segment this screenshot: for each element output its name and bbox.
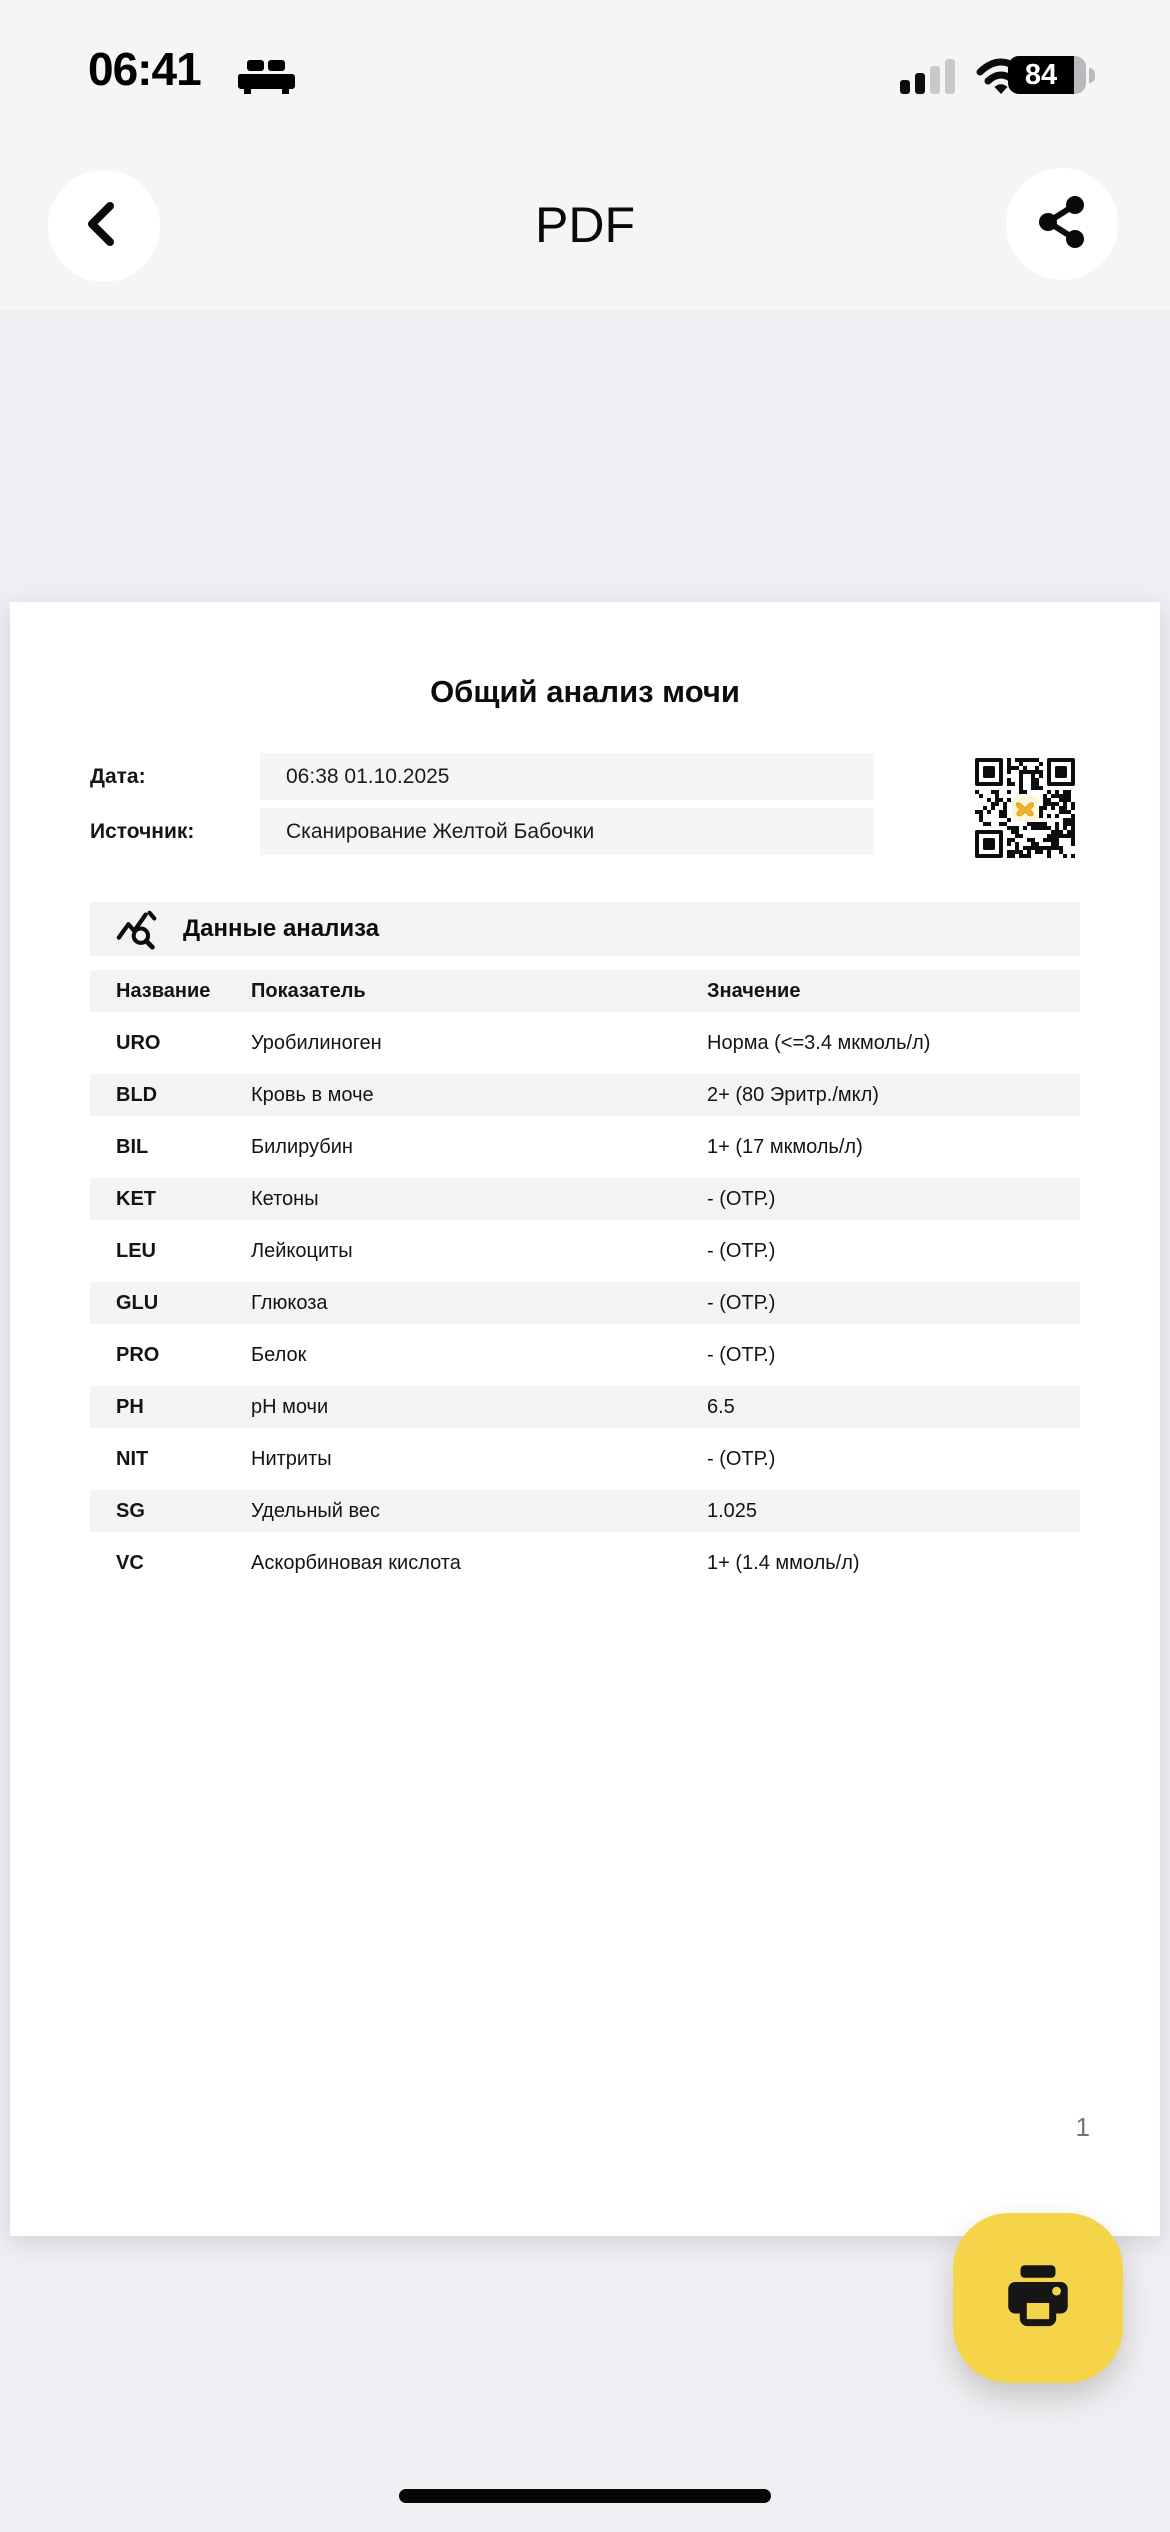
battery-cap: [1089, 68, 1095, 83]
back-button[interactable]: [48, 170, 160, 282]
table-row: [90, 1069, 1080, 1121]
param-value: - (ОТР.): [707, 1433, 1080, 1485]
col-header-indicator: Показатель: [251, 965, 707, 1017]
status-time: 06:41: [88, 43, 201, 95]
table-row: [90, 1381, 1080, 1433]
param-value: - (ОТР.): [707, 1277, 1080, 1329]
qr-code: [975, 758, 1075, 858]
param-name: Билирубин: [251, 1121, 707, 1173]
source-value: Сканирование Желтой Бабочки: [260, 808, 874, 855]
table-row: [90, 1017, 1080, 1069]
source-label: Источник:: [90, 820, 195, 843]
param-code: PRO: [90, 1329, 251, 1381]
home-indicator[interactable]: [399, 2489, 771, 2503]
table-row: [90, 1329, 1080, 1381]
battery-percent: 84: [1024, 59, 1058, 91]
document-title: Общий анализ мочи: [430, 674, 740, 709]
table-row: [90, 1485, 1080, 1537]
param-code: BIL: [90, 1121, 251, 1173]
param-value: - (ОТР.): [707, 1329, 1080, 1381]
battery-icon: [1008, 56, 1086, 94]
param-value: 1+ (1.4 ммоль/л): [707, 1537, 1080, 1589]
analysis-section-title: Данные анализа: [183, 915, 380, 942]
param-value: 1.025: [707, 1485, 1080, 1537]
cellular-signal-icon: [900, 58, 962, 99]
param-code: GLU: [90, 1277, 251, 1329]
top-chrome: [0, 0, 1170, 310]
col-header-name: Название: [90, 965, 251, 1017]
date-value: 06:38 01.10.2025: [260, 753, 874, 800]
param-value: 6.5: [707, 1381, 1080, 1433]
param-code: LEU: [90, 1225, 251, 1277]
param-name: Уробилиноген: [251, 1017, 707, 1069]
param-code: NIT: [90, 1433, 251, 1485]
print-button[interactable]: [953, 2213, 1123, 2383]
param-code: BLD: [90, 1069, 251, 1121]
param-value: 2+ (80 Эритр./мкл): [707, 1069, 1080, 1121]
param-name: Кровь в моче: [251, 1069, 707, 1121]
query-stats-icon: [115, 906, 161, 952]
param-name: Кетоны: [251, 1173, 707, 1225]
param-code: KET: [90, 1173, 251, 1225]
param-value: Норма (<=3.4 мкмоль/л): [707, 1017, 1080, 1069]
col-header-value: Значение: [707, 965, 1080, 1017]
table-header-row: [90, 965, 1080, 1017]
param-value: - (ОТР.): [707, 1173, 1080, 1225]
param-name: Белок: [251, 1329, 707, 1381]
param-code: SG: [90, 1485, 251, 1537]
page-title: PDF: [535, 197, 635, 253]
date-label: Дата:: [90, 765, 146, 788]
table-row: [90, 1277, 1080, 1329]
param-name: Лейкоциты: [251, 1225, 707, 1277]
analysis-section-header: [90, 902, 1080, 956]
table-row: [90, 1225, 1080, 1277]
param-value: - (ОТР.): [707, 1225, 1080, 1277]
chevron-left-icon: [76, 194, 132, 259]
printer-icon: [996, 2254, 1080, 2343]
param-name: pH мочи: [251, 1381, 707, 1433]
pdf-document-page: [10, 602, 1160, 2236]
param-code: VC: [90, 1537, 251, 1589]
share-icon: [1033, 193, 1091, 256]
analysis-table: [90, 965, 1080, 1589]
table-row: [90, 1537, 1080, 1589]
param-name: Глюкоза: [251, 1277, 707, 1329]
table-row: [90, 1173, 1080, 1225]
table-row: [90, 1433, 1080, 1485]
page-number: 1: [1075, 2112, 1090, 2142]
param-name: Нитриты: [251, 1433, 707, 1485]
bed-icon: [238, 56, 296, 101]
param-name: Аскорбиновая кислота: [251, 1537, 707, 1589]
share-button[interactable]: [1006, 168, 1118, 280]
param-name: Удельный вес: [251, 1485, 707, 1537]
param-code: PH: [90, 1381, 251, 1433]
param-value: 1+ (17 мкмоль/л): [707, 1121, 1080, 1173]
table-row: [90, 1121, 1080, 1173]
param-code: URO: [90, 1017, 251, 1069]
